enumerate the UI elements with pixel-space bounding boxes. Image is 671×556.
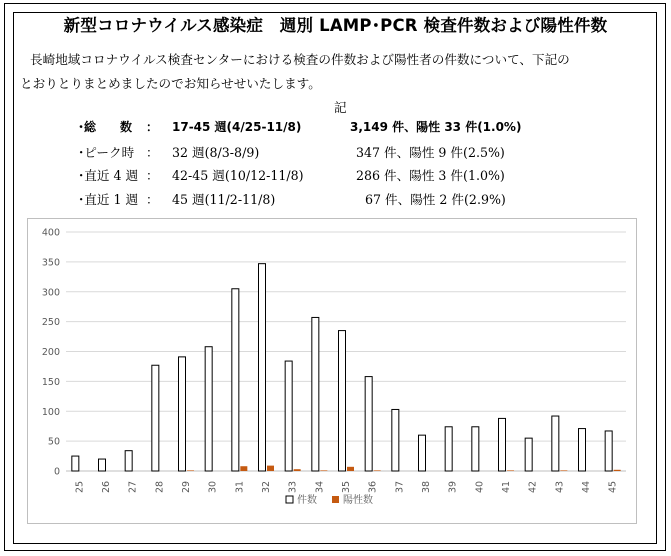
x-tick-label: 45 bbox=[607, 480, 619, 494]
x-tick-label: 42 bbox=[527, 480, 539, 494]
bar-yousei bbox=[614, 470, 621, 471]
x-tick-label: 28 bbox=[154, 480, 166, 494]
y-tick-label: 300 bbox=[41, 287, 60, 299]
bar-yousei bbox=[560, 470, 567, 471]
x-tick-label: 38 bbox=[421, 480, 432, 494]
bar-yousei bbox=[187, 470, 194, 471]
bar-yousei bbox=[240, 466, 247, 471]
y-tick-label: 50 bbox=[47, 436, 60, 448]
bar-kensu bbox=[339, 331, 346, 471]
bar-kensu bbox=[605, 431, 612, 471]
summary-period: 42-45 週(10/12-11/8) bbox=[172, 168, 304, 183]
bar-kensu bbox=[552, 416, 559, 471]
x-tick-label: 34 bbox=[314, 480, 326, 494]
y-tick-label: 350 bbox=[41, 257, 60, 269]
legend-swatch-kensu bbox=[286, 496, 293, 503]
summary-period: 32 週(8/3-8/9) bbox=[172, 144, 260, 160]
summary-period: 17-45 週(4/25-11/8) bbox=[172, 120, 302, 134]
x-tick-label: 27 bbox=[127, 480, 139, 494]
x-tick-label: 36 bbox=[367, 480, 379, 494]
bar-kensu bbox=[152, 365, 159, 471]
summary-label: ･ピーク時 bbox=[78, 144, 135, 160]
summary-result: 347 件、陽性 9 件(2.5%) bbox=[356, 144, 505, 160]
y-tick-label: 100 bbox=[41, 406, 60, 418]
summary-label: ･直近 4 週 bbox=[78, 168, 139, 183]
summary-label: ･直近 1 週 bbox=[78, 191, 139, 207]
bar-kensu bbox=[472, 427, 479, 471]
legend-label-kensu: 件数 bbox=[297, 495, 317, 506]
weekly-bar-chart bbox=[28, 219, 636, 523]
bar-kensu bbox=[72, 456, 79, 471]
x-axis bbox=[74, 481, 618, 493]
bar-kensu bbox=[99, 459, 106, 471]
x-tick-label: 33 bbox=[287, 480, 299, 494]
y-tick-label: 250 bbox=[41, 317, 60, 329]
y-tick-label: 400 bbox=[41, 227, 60, 239]
bar-kensu bbox=[179, 357, 186, 471]
bar-kensu bbox=[445, 427, 452, 471]
bar-kensu bbox=[232, 289, 239, 471]
x-tick-label: 29 bbox=[181, 480, 192, 494]
bar-kensu bbox=[525, 438, 532, 471]
y-tick-label: 200 bbox=[41, 347, 60, 358]
bar-yousei bbox=[320, 470, 327, 471]
x-tick-label: 37 bbox=[394, 480, 406, 494]
legend-label-yousei: 陽性数 bbox=[343, 495, 373, 506]
y-tick-label: 0 bbox=[53, 466, 60, 478]
x-tick-label: 41 bbox=[501, 480, 512, 494]
legend bbox=[286, 493, 373, 506]
bar-kensu bbox=[499, 418, 506, 471]
x-tick-label: 31 bbox=[234, 480, 246, 494]
bar-yousei bbox=[294, 469, 301, 471]
ki-heading: 記 bbox=[334, 100, 347, 115]
x-tick-label: 26 bbox=[101, 480, 112, 494]
x-tick-label: 32 bbox=[261, 480, 272, 494]
bar-kensu bbox=[285, 361, 292, 471]
page-title: 新型コロナウイルス感染症 週別 LAMP･PCR 検査件数および陽性件数 bbox=[63, 16, 608, 35]
bar-yousei bbox=[374, 470, 381, 471]
summary-result: 3,149 件、陽性 33 件(1.0%) bbox=[350, 120, 522, 134]
y-tick-label: 150 bbox=[41, 376, 60, 388]
bar-yousei bbox=[267, 466, 274, 471]
bar-kensu bbox=[579, 429, 586, 471]
x-tick-label: 25 bbox=[74, 480, 86, 494]
summary-label: ･総 数 bbox=[78, 120, 133, 134]
summary-colon: ： bbox=[146, 120, 159, 134]
x-tick-label: 35 bbox=[341, 480, 352, 494]
bar-kensu bbox=[259, 264, 266, 471]
bar-kensu bbox=[419, 435, 426, 471]
x-tick-label: 39 bbox=[447, 480, 459, 494]
bar-kensu bbox=[205, 347, 212, 471]
intro-line-2: とおりとりまとめましたのでお知らせせいたします。 bbox=[20, 76, 321, 91]
intro-line-1: 長崎地域コロナウイルス検査センターにおける検査の件数および陽性者の件数について、下記の bbox=[30, 52, 570, 67]
bar-kensu bbox=[312, 317, 319, 471]
bars bbox=[72, 264, 621, 471]
bar-kensu bbox=[125, 451, 132, 471]
summary-colon: ： bbox=[146, 168, 159, 183]
chart-area bbox=[27, 218, 637, 524]
x-tick-label: 44 bbox=[581, 480, 592, 494]
bar-yousei bbox=[507, 470, 514, 471]
legend-swatch-yousei bbox=[332, 496, 339, 503]
bar-kensu bbox=[365, 377, 372, 471]
summary-result: 67 件、陽性 2 件(2.9%) bbox=[365, 191, 506, 207]
summary-colon: ： bbox=[146, 191, 159, 207]
x-tick-label: 40 bbox=[474, 480, 486, 494]
x-tick-label: 30 bbox=[207, 480, 219, 494]
x-tick-label: 43 bbox=[554, 480, 566, 494]
summary-colon: ： bbox=[146, 144, 159, 160]
summary-period: 45 週(11/2-11/8) bbox=[172, 191, 276, 207]
bar-yousei bbox=[347, 467, 354, 471]
y-axis bbox=[42, 228, 60, 478]
intro-text bbox=[22, 48, 648, 96]
summary-result: 286 件、陽性 3 件(1.0%) bbox=[356, 168, 505, 183]
bar-kensu bbox=[392, 409, 399, 471]
